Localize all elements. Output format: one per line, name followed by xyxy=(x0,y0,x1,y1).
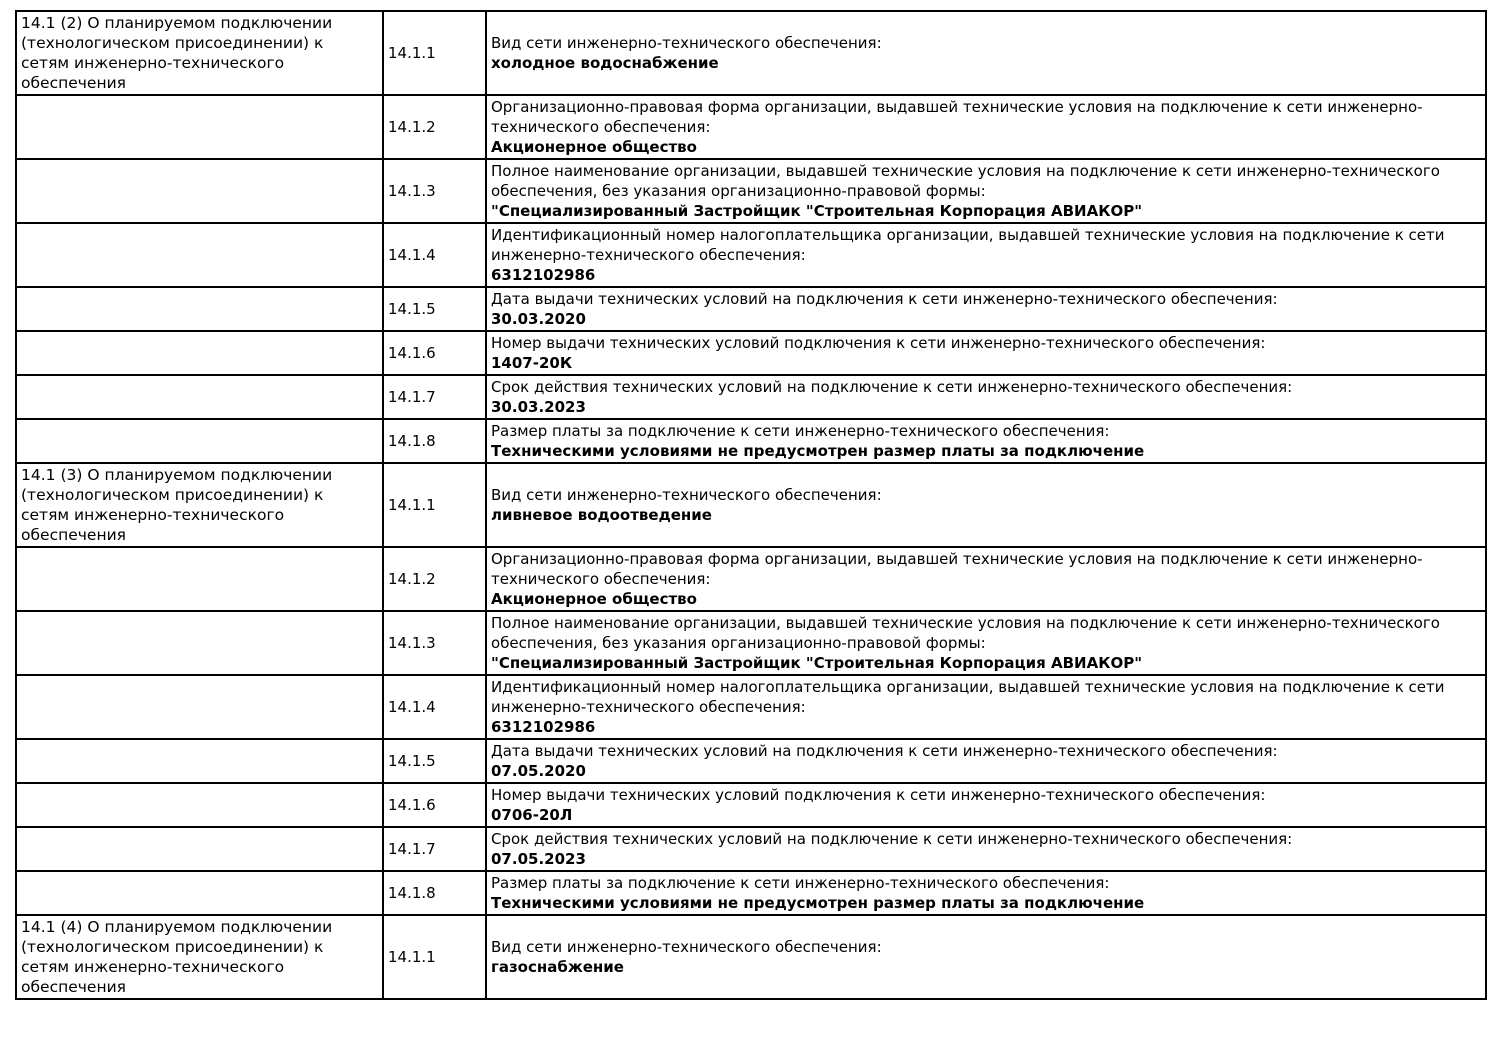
row-code: 14.1.1 xyxy=(383,915,486,999)
row-label: Номер выдачи технических условий подключения к сети инженерно-технического обеспечения: xyxy=(491,334,1266,352)
row-value: 1407-20К xyxy=(491,354,573,372)
row-code: 14.1.8 xyxy=(383,871,486,915)
table-row xyxy=(16,223,1486,287)
row-value: Акционерное общество xyxy=(491,138,697,156)
row-label: Размер платы за подключение к сети инженерно-технического обеспечения: xyxy=(491,422,1110,440)
row-value: "Специализированный Застройщик "Строительная Корпорация АВИАКОР" xyxy=(491,654,1143,672)
row-code: 14.1.3 xyxy=(383,159,486,223)
section-empty-cell xyxy=(16,223,383,287)
section-empty-cell xyxy=(16,611,383,675)
row-content-cell xyxy=(486,331,1486,375)
row-content-cell xyxy=(486,611,1486,675)
row-content-cell xyxy=(486,419,1486,463)
row-label: Вид сети инженерно-технического обеспечения: xyxy=(491,938,882,956)
row-code: 14.1.5 xyxy=(383,287,486,331)
row-label: Организационно-правовая форма организации, выдавшей технические условия на подключение к сети инженерно-технического обеспечения: xyxy=(491,98,1423,136)
row-label: Срок действия технических условий на подключение к сети инженерно-технического обеспечения: xyxy=(491,830,1293,848)
row-value: ливневое водоотведение xyxy=(491,506,712,524)
row-code: 14.1.4 xyxy=(383,223,486,287)
row-value: 6312102986 xyxy=(491,266,596,284)
row-label: Полное наименование организации, выдавшей технические условия на подключение к сети инженерно-технического обеспечения, без указания организационно-правовой формы: xyxy=(491,162,1440,200)
row-value: холодное водоснабжение xyxy=(491,54,719,72)
section-empty-cell xyxy=(16,375,383,419)
table-row xyxy=(16,827,1486,871)
row-value: 30.03.2020 xyxy=(491,310,586,328)
row-value: Техническими условиями не предусмотрен размер платы за подключение xyxy=(491,442,1145,460)
table-row xyxy=(16,611,1486,675)
table-row xyxy=(16,287,1486,331)
row-label: Размер платы за подключение к сети инженерно-технического обеспечения: xyxy=(491,874,1110,892)
section-empty-cell xyxy=(16,159,383,223)
row-content-cell xyxy=(486,95,1486,159)
row-value: Техническими условиями не предусмотрен размер платы за подключение xyxy=(491,894,1145,912)
row-code: 14.1.3 xyxy=(383,611,486,675)
row-content-cell xyxy=(486,223,1486,287)
section-empty-cell xyxy=(16,871,383,915)
row-value: 0706-20Л xyxy=(491,806,573,824)
row-content-cell xyxy=(486,783,1486,827)
section-empty-cell xyxy=(16,419,383,463)
row-content-cell xyxy=(486,915,1486,999)
row-label: Вид сети инженерно-технического обеспечения: xyxy=(491,34,882,52)
row-value: 6312102986 xyxy=(491,718,596,736)
row-code: 14.1.2 xyxy=(383,547,486,611)
section-title-cell xyxy=(16,463,383,547)
table-row xyxy=(16,159,1486,223)
row-label: Идентификационный номер налогоплательщика организации, выдавшей технические условия на подключение к сети инженерно-технического обеспечения: xyxy=(491,678,1445,716)
section-title-cell xyxy=(16,11,383,95)
row-content-cell xyxy=(486,739,1486,783)
section-empty-cell xyxy=(16,783,383,827)
row-content-cell xyxy=(486,547,1486,611)
row-code: 14.1.1 xyxy=(383,11,486,95)
table-row xyxy=(16,547,1486,611)
row-content-cell xyxy=(486,11,1486,95)
row-content-cell xyxy=(486,463,1486,547)
section-title: 14.1 (4) О планируемом подключении (технологическом присоединении) к сетям инженерно-технического обеспечения xyxy=(21,918,333,996)
row-value: Акционерное общество xyxy=(491,590,697,608)
table-row xyxy=(16,11,1486,95)
row-code: 14.1.8 xyxy=(383,419,486,463)
section-title-cell xyxy=(16,915,383,999)
table-row xyxy=(16,95,1486,159)
row-code: 14.1.6 xyxy=(383,331,486,375)
row-code: 14.1.2 xyxy=(383,95,486,159)
row-label: Номер выдачи технических условий подключения к сети инженерно-технического обеспечения: xyxy=(491,786,1266,804)
row-code: 14.1.6 xyxy=(383,783,486,827)
row-content-cell xyxy=(486,827,1486,871)
row-code: 14.1.4 xyxy=(383,675,486,739)
row-label: Организационно-правовая форма организации, выдавшей технические условия на подключение к сети инженерно-технического обеспечения: xyxy=(491,550,1423,588)
table-row xyxy=(16,331,1486,375)
row-value: 30.03.2023 xyxy=(491,398,586,416)
row-label: Полное наименование организации, выдавшей технические условия на подключение к сети инженерно-технического обеспечения, без указания организационно-правовой формы: xyxy=(491,614,1440,652)
row-label: Идентификационный номер налогоплательщика организации, выдавшей технические условия на подключение к сети инженерно-технического обеспечения: xyxy=(491,226,1445,264)
row-label: Вид сети инженерно-технического обеспечения: xyxy=(491,486,882,504)
row-content-cell xyxy=(486,159,1486,223)
row-code: 14.1.7 xyxy=(383,375,486,419)
section-empty-cell xyxy=(16,95,383,159)
row-value: "Специализированный Застройщик "Строительная Корпорация АВИАКОР" xyxy=(491,202,1143,220)
declaration-table xyxy=(15,10,1487,1000)
section-empty-cell xyxy=(16,739,383,783)
section-title: 14.1 (3) О планируемом подключении (технологическом присоединении) к сетям инженерно-технического обеспечения xyxy=(21,466,333,544)
section-empty-cell xyxy=(16,675,383,739)
row-content-cell xyxy=(486,675,1486,739)
section-empty-cell xyxy=(16,827,383,871)
section-empty-cell xyxy=(16,331,383,375)
row-value: 07.05.2023 xyxy=(491,850,586,868)
row-value: 07.05.2020 xyxy=(491,762,586,780)
row-code: 14.1.5 xyxy=(383,739,486,783)
row-content-cell xyxy=(486,287,1486,331)
row-code: 14.1.1 xyxy=(383,463,486,547)
table-row xyxy=(16,463,1486,547)
table-row xyxy=(16,375,1486,419)
row-content-cell xyxy=(486,375,1486,419)
section-empty-cell xyxy=(16,547,383,611)
table-row xyxy=(16,871,1486,915)
section-title: 14.1 (2) О планируемом подключении (технологическом присоединении) к сетям инженерно-технического обеспечения xyxy=(21,14,333,92)
row-content-cell xyxy=(486,871,1486,915)
row-label: Срок действия технических условий на подключение к сети инженерно-технического обеспечения: xyxy=(491,378,1293,396)
row-label: Дата выдачи технических условий на подключения к сети инженерно-технического обеспечения: xyxy=(491,742,1278,760)
row-code: 14.1.7 xyxy=(383,827,486,871)
table-row xyxy=(16,783,1486,827)
row-label: Дата выдачи технических условий на подключения к сети инженерно-технического обеспечения: xyxy=(491,290,1278,308)
table-row xyxy=(16,675,1486,739)
table-body xyxy=(16,11,1486,999)
section-empty-cell xyxy=(16,287,383,331)
table-row xyxy=(16,419,1486,463)
row-value: газоснабжение xyxy=(491,958,624,976)
table-row xyxy=(16,915,1486,999)
table-row xyxy=(16,739,1486,783)
